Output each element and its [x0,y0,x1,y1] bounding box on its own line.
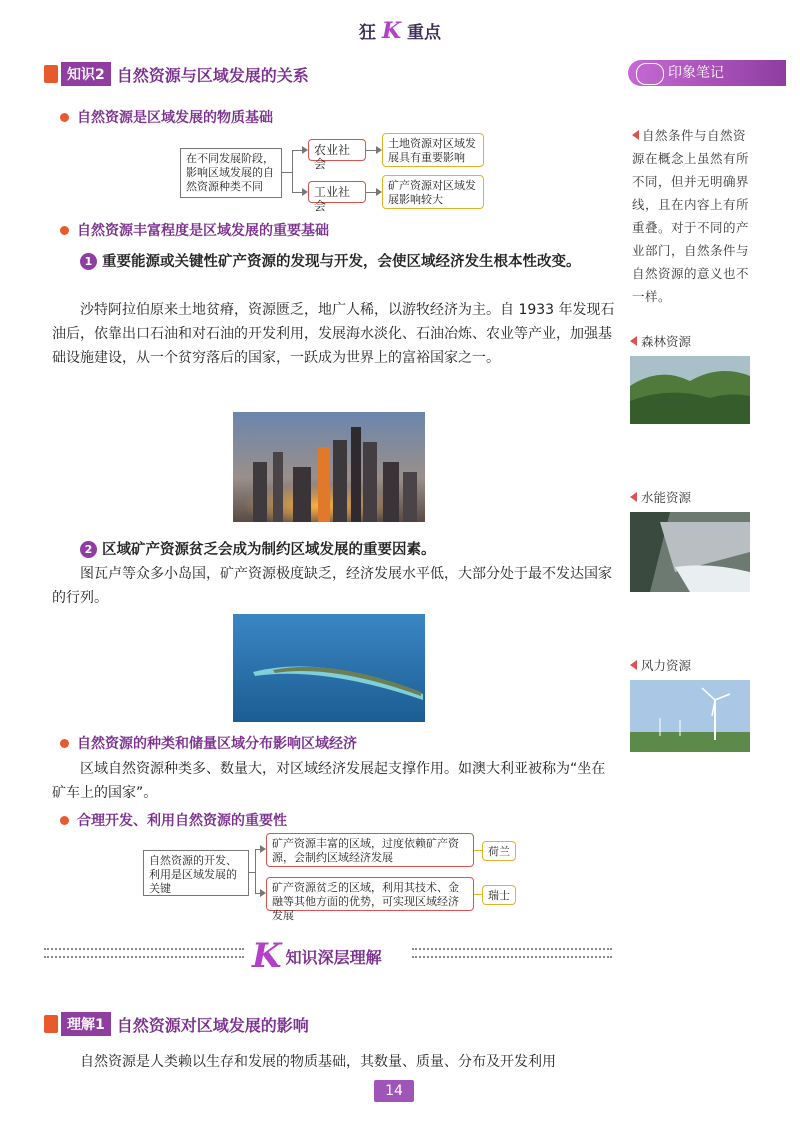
sidebar-note [632,124,756,308]
sidebar-label-wind [630,656,691,674]
diagram2-source: 自然资源的开发、利用是区域发展的关键 [143,850,249,896]
triangle-icon [630,336,637,346]
bullet-icon [60,739,69,748]
deep-title-text: 知识深层理解 [285,947,382,967]
bullet-icon [60,226,69,235]
elephant-icon [636,63,664,85]
photo-city-skyline [233,412,425,522]
diagram1-source: 在不同发展阶段，影响区域发展的自然资源种类不同 [180,148,282,198]
section-title-knowledge-2 [44,62,309,86]
section-tag: 知识2 [61,62,111,86]
diagram2-branch-rich: 矿产资源丰富的区域，过度依赖矿产资源，会制约区域经济发展 [266,833,474,867]
sub-title-text: 自然资源丰富程度是区域发展的重要基础 [77,223,329,239]
header-k-logo: K [381,18,402,44]
divider-right [412,948,612,958]
label-text: 森林资源 [641,334,692,349]
triangle-icon [632,130,639,140]
sub-title-1 [60,107,273,127]
book-icon [44,65,58,83]
point-2 [80,538,616,562]
diagram1-stage-agriculture: 农业社会 [308,139,366,161]
paragraph-saudi: 沙特阿拉伯原来土地贫瘠，资源匮乏，地广人稀，以游牧经济为主。自 1933 年发现石油后，依靠出口石油和对石油的开发利用，发展海水淡化、石油冶炼、农业等产业，加强基础设施建设，从一个贫穷落后的国家，一跃成为世界上的富裕国家之一。 [52,302,615,366]
point-text: 区域矿产资源贫乏会成为制约区域发展的重要因素。 [102,542,436,558]
bullet-icon [60,113,69,122]
section-title-text: 自然资源对区域发展的影响 [116,1015,309,1035]
header-kuang: 狂 [359,23,377,43]
sidebar-label-forest [630,332,691,350]
point-text: 重要能源或关键性矿产资源的发现与开发，会使区域经济发生根本性改变。 [102,254,581,270]
sidebar-banner-text: 印象笔记 [668,65,724,81]
diagram1-effect-land: 土地资源对区域发展具有重要影响 [382,133,484,167]
bullet-icon [60,816,69,825]
triangle-icon [630,660,637,670]
diagram2-example-netherlands: 荷兰 [482,841,516,861]
paragraph-australia: 区域自然资源种类多、数量大，对区域经济发展起支撑作用。如澳大利亚被称为“坐在矿车上的国家”。 [52,761,606,801]
number-badge: 2 [80,541,97,558]
photo-island [233,614,425,722]
triangle-icon [630,492,637,502]
paragraph-tuvalu: 图瓦卢等众多小岛国，矿产资源极度缺乏，经济发展水平低，大部分处于最不发达国家的行列。 [52,566,612,606]
header-zhongdian: 重点 [406,23,441,43]
label-text: 风力资源 [641,658,692,673]
diagram1-effect-mineral: 矿产资源对区域发展影响较大 [382,175,484,209]
diagram2-branch-poor: 矿产资源贫乏的区域，利用其技术、金融等其他方面的优势，可实现区域经济发展 [266,877,474,911]
sidebar-note-text: 自然条件与自然资源在概念上虽然有所不同，但并无明确界线，且在内容上有所重叠。对于不同的产业部门，自然条件与自然资源的意义也不一样。 [632,128,750,304]
sub-title-text: 自然资源是区域发展的物质基础 [77,110,273,126]
book-icon [44,1015,58,1033]
deep-understanding-title [252,936,382,976]
sub-title-2 [60,220,329,240]
section-title-text: 自然资源与区域发展的关系 [116,65,309,85]
number-badge: 1 [80,253,97,270]
photo-forest [630,356,750,424]
point-1 [80,250,616,274]
sub-title-3 [60,733,357,753]
sidebar-label-hydro [630,488,691,506]
sub-title-text: 自然资源的种类和储量区域分布影响区域经济 [77,736,357,752]
label-text: 水能资源 [641,490,692,505]
sub-title-text: 合理开发、利用自然资源的重要性 [77,813,287,829]
paragraph-resources-basis: 自然资源是人类赖以生存和发展的物质基础，其数量、质量、分布及开发利用 [80,1054,556,1070]
divider-left [44,948,244,958]
section-tag: 理解1 [61,1012,111,1036]
section-title-understanding-1 [44,1012,309,1036]
page-number: 14 [374,1080,414,1102]
k-logo-icon: K [252,936,282,976]
diagram2-example-switzerland: 瑞士 [482,885,516,905]
sub-title-4 [60,810,287,830]
page-header [0,18,800,44]
photo-wind [630,680,750,752]
photo-hydropower [630,512,750,592]
diagram1-stage-industry: 工业社会 [308,181,366,203]
